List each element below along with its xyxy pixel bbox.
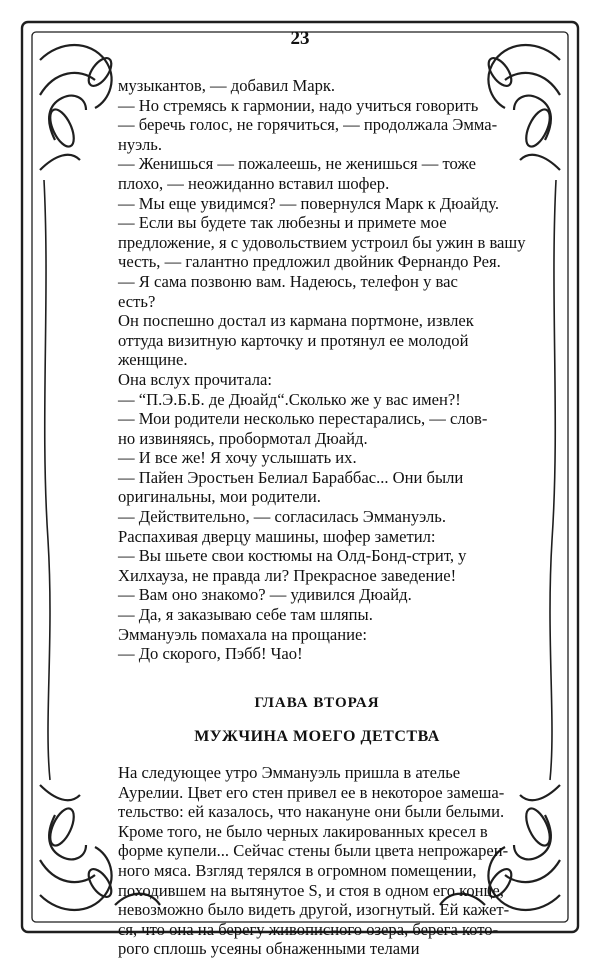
text-line: Хилхауза, не правда ли? Прекрасное заведение!: [118, 565, 457, 585]
text-block-1: [118, 76, 526, 664]
text-line: оригинальны, мои родители.: [118, 487, 321, 507]
chapter-title: МУЖЧИНА МОЕГО ДЕТСТВА: [194, 728, 440, 746]
chapter-label: ГЛАВА ВТОРАЯ: [254, 694, 380, 711]
text-line: — Но стремясь к гармонии, надо учиться говорить: [118, 95, 479, 115]
text-line: — Мои родители несколько перестарались, — слов-: [118, 409, 488, 429]
text-line: ся, что она на берегу живописного озера, берега кото-: [118, 919, 499, 939]
text-line: но извиняясь, пробормотал Дюайд.: [118, 428, 368, 448]
text-line: — Мы еще увидимся? — повернулся Марк к Дюайду.: [118, 193, 500, 213]
text-line: женщине.: [118, 350, 188, 370]
text-line: Он поспешно достал из кармана портмоне, извлек: [118, 311, 474, 331]
text-line: оттуда визитную карточку и протянул ее молодой: [118, 330, 469, 350]
text-line: — И все же! Я хочу услышать их.: [118, 448, 357, 468]
page-number: 23: [290, 28, 310, 49]
text-line: На следующее утро Эммануэль пришла в ателье: [118, 763, 461, 782]
text-line: походившем на вытянутое S, и стоя в одном его конце,: [118, 880, 504, 900]
text-line: Она вслух прочитала:: [118, 369, 272, 389]
text-line: — Если вы будете так любезны и примете мое: [118, 213, 447, 233]
text-line: Эммануэль помахала на прощание:: [118, 624, 367, 644]
text-line: — До скорого, Пэбб! Чао!: [118, 644, 303, 664]
text-line: — Да, я заказываю себе там шляпы.: [118, 605, 373, 625]
text-line: — Я сама позвоню вам. Надеюсь, телефон у вас: [118, 271, 458, 291]
text-line: тельство: ей казалось, что накануне они были белыми.: [118, 802, 505, 822]
text-line: Кроме того, не было черных лакированных кресел в: [118, 821, 488, 841]
text-line: Аурелии. Цвет его стен привел ее в некоторое замеша-: [118, 782, 505, 802]
text-line: ного мяса. Взгляд терялся в огромном помещении,: [118, 860, 477, 880]
page-text: [118, 76, 526, 959]
text-line: честь, — галантно предложил двойник Фернандо Рея.: [118, 252, 501, 272]
text-line: плохо, — неожиданно вставил шофер.: [118, 173, 390, 193]
text-line: музыкантов, — добавил Марк.: [118, 76, 336, 95]
text-line: — Пайен Эростьен Белиал Бараббас... Они были: [118, 467, 464, 487]
text-line: — Женишься — пожалеешь, не женишься — тоже: [118, 154, 477, 174]
text-line: — Вам оно знакомо? — удивился Дюайд.: [118, 585, 412, 605]
text-line: предложение, я с удовольствием устроил бы ужин в вашу: [118, 232, 526, 252]
ornament-top-left: [40, 45, 116, 170]
text-line: — Действительно, — согласилась Эммануэль.: [118, 507, 446, 527]
text-block-2: [118, 763, 516, 959]
text-line: Распахивая дверцу машины, шофер заметил:: [118, 526, 436, 546]
text-line: рого сплошь усеяны обнаженными телами: [118, 939, 420, 959]
text-line: невозможно было видеть другой, изогнутый. Ей кажет-: [118, 900, 510, 920]
text-line: — “П.Э.Б.Б. де Дюайд“.Сколько же у вас имен?!: [118, 389, 461, 409]
text-line: — беречь голос, не горячиться, — продолжала Эмма-: [118, 115, 498, 135]
text-line: нуэль.: [118, 134, 162, 154]
text-line: есть?: [118, 291, 156, 311]
text-line: форме купели... Сейчас стены были цвета непрожарен-: [118, 841, 509, 861]
text-line: — Вы шьете свои костюмы на Олд-Бонд-стрит, у: [118, 546, 467, 566]
